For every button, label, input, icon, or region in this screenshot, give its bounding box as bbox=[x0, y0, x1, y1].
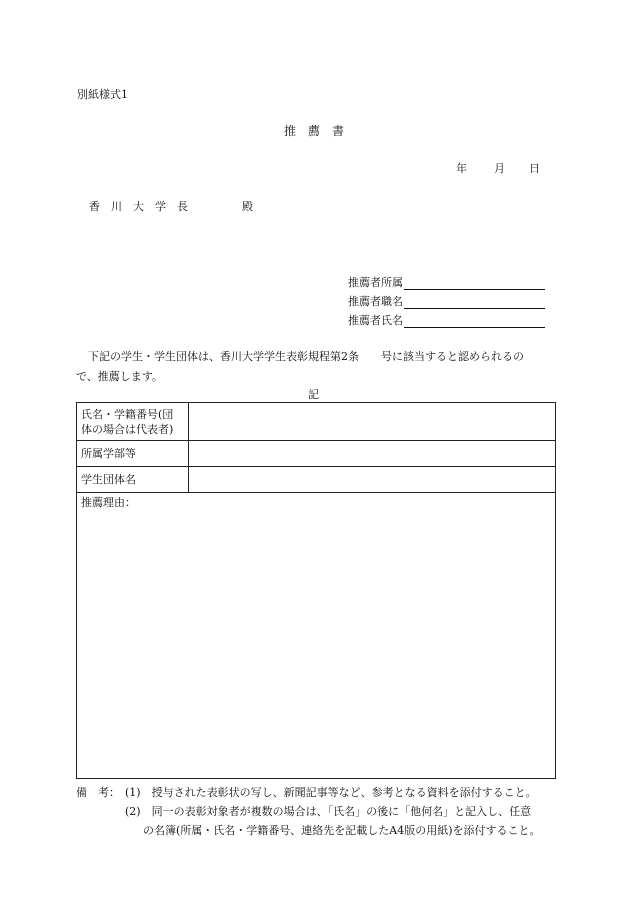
table-row-name bbox=[77, 403, 556, 441]
faculty-value-cell[interactable] bbox=[189, 441, 556, 467]
addressee-honorific: 殿 bbox=[242, 200, 253, 213]
notes-label: 備 考： bbox=[76, 786, 120, 799]
ki-heading: 記 bbox=[308, 388, 319, 401]
table-row-faculty bbox=[77, 441, 556, 467]
recommender-position-row bbox=[348, 293, 545, 309]
recommender-name-field[interactable] bbox=[404, 315, 545, 328]
name-id-label-line-1: 氏名・学籍番号(団 bbox=[81, 407, 174, 421]
document-title: 推 薦 書 bbox=[284, 124, 345, 138]
name-id-label-cell bbox=[77, 403, 189, 441]
reason-cell[interactable] bbox=[77, 493, 556, 779]
name-id-value-cell[interactable] bbox=[189, 403, 556, 441]
recommender-name-label: 推薦者氏名 bbox=[348, 314, 403, 327]
reason-label: 推薦理由： bbox=[81, 496, 136, 509]
notes-item-2-line-1: (2) 同一の表彰対象者が複数の場合は、「氏名」の後に「他何名」と記入し、任意 bbox=[125, 805, 532, 818]
table-row-reason bbox=[77, 493, 556, 779]
recommender-position-field[interactable] bbox=[404, 296, 545, 309]
recommender-affiliation-field[interactable] bbox=[404, 277, 545, 290]
notes-item-1: (1) 授与された表彰状の写し、新聞記事等など、参考となる資料を添付すること。 bbox=[125, 786, 537, 799]
recommendation-table bbox=[76, 402, 556, 779]
table-row-group bbox=[77, 467, 556, 493]
date-month: 月 bbox=[494, 162, 505, 175]
name-id-label-line-2: 体の場合は代表者) bbox=[81, 422, 174, 436]
recommender-affiliation-label: 推薦者所属 bbox=[348, 276, 403, 289]
group-name-value-cell[interactable] bbox=[189, 467, 556, 493]
recommender-position-label: 推薦者職名 bbox=[348, 295, 403, 308]
group-name-label: 学生団体名 bbox=[77, 467, 189, 493]
recommender-affiliation-row bbox=[348, 274, 545, 290]
faculty-label: 所属学部等 bbox=[77, 441, 189, 467]
date-year: 年 bbox=[456, 162, 467, 175]
body-text-line-2: で、推薦します。 bbox=[76, 370, 163, 383]
date-day: 日 bbox=[529, 162, 540, 175]
body-text-line-1: 下記の学生・学生団体は、香川大学学生表彰規程第2条 号に該当すると認められるの bbox=[88, 350, 524, 363]
addressee-name: 香 川 大 学 長 bbox=[89, 200, 188, 213]
recommender-name-row bbox=[348, 312, 545, 328]
notes-item-2-line-2: の名簿(所属・氏名・学籍番号、連絡先を記載したA4版の用紙)を添付すること。 bbox=[143, 824, 541, 837]
form-number: 別紙様式1 bbox=[77, 88, 128, 101]
